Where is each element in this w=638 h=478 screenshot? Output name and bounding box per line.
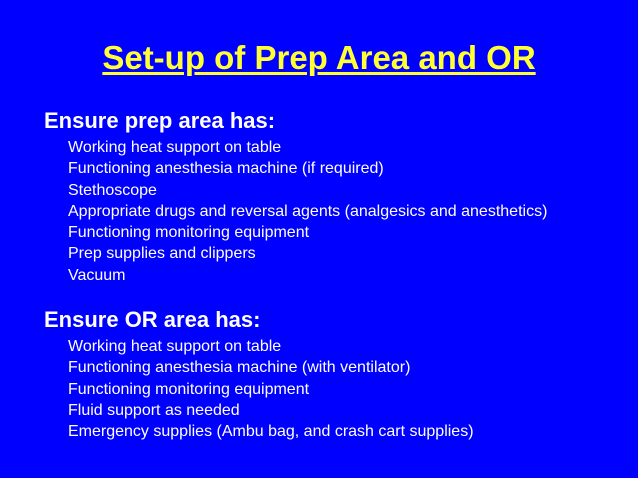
or-area-heading: Ensure OR area has: — [44, 307, 261, 332]
list-item: Working heat support on table — [68, 139, 282, 156]
list-item: Appropriate drugs and reversal agents (analgesics and anesthetics) — [68, 202, 548, 220]
prep-area-section — [44, 108, 634, 286]
list-item: Vacuum — [68, 266, 126, 284]
or-area-section — [44, 307, 634, 442]
list-item: Functioning monitoring equipment — [68, 224, 310, 242]
slide-title: Set-up of Prep Area and OR — [102, 39, 536, 76]
list-item: Emergency supplies (Ambu bag, and crash cart supplies) — [68, 423, 474, 441]
or-area-list — [68, 336, 634, 442]
list-item: Working heat support on table — [68, 338, 282, 355]
prep-area-list — [68, 137, 634, 286]
list-item: Stethoscope — [68, 181, 157, 199]
list-item: Functioning anesthesia machine (with ventilator) — [68, 359, 411, 377]
list-item: Prep supplies and clippers — [68, 245, 256, 263]
prep-area-heading: Ensure prep area has: — [44, 108, 276, 133]
list-item: Functioning anesthesia machine (if required) — [68, 160, 384, 178]
list-item: Fluid support as needed — [68, 401, 240, 419]
list-item: Functioning monitoring equipment — [68, 380, 310, 398]
